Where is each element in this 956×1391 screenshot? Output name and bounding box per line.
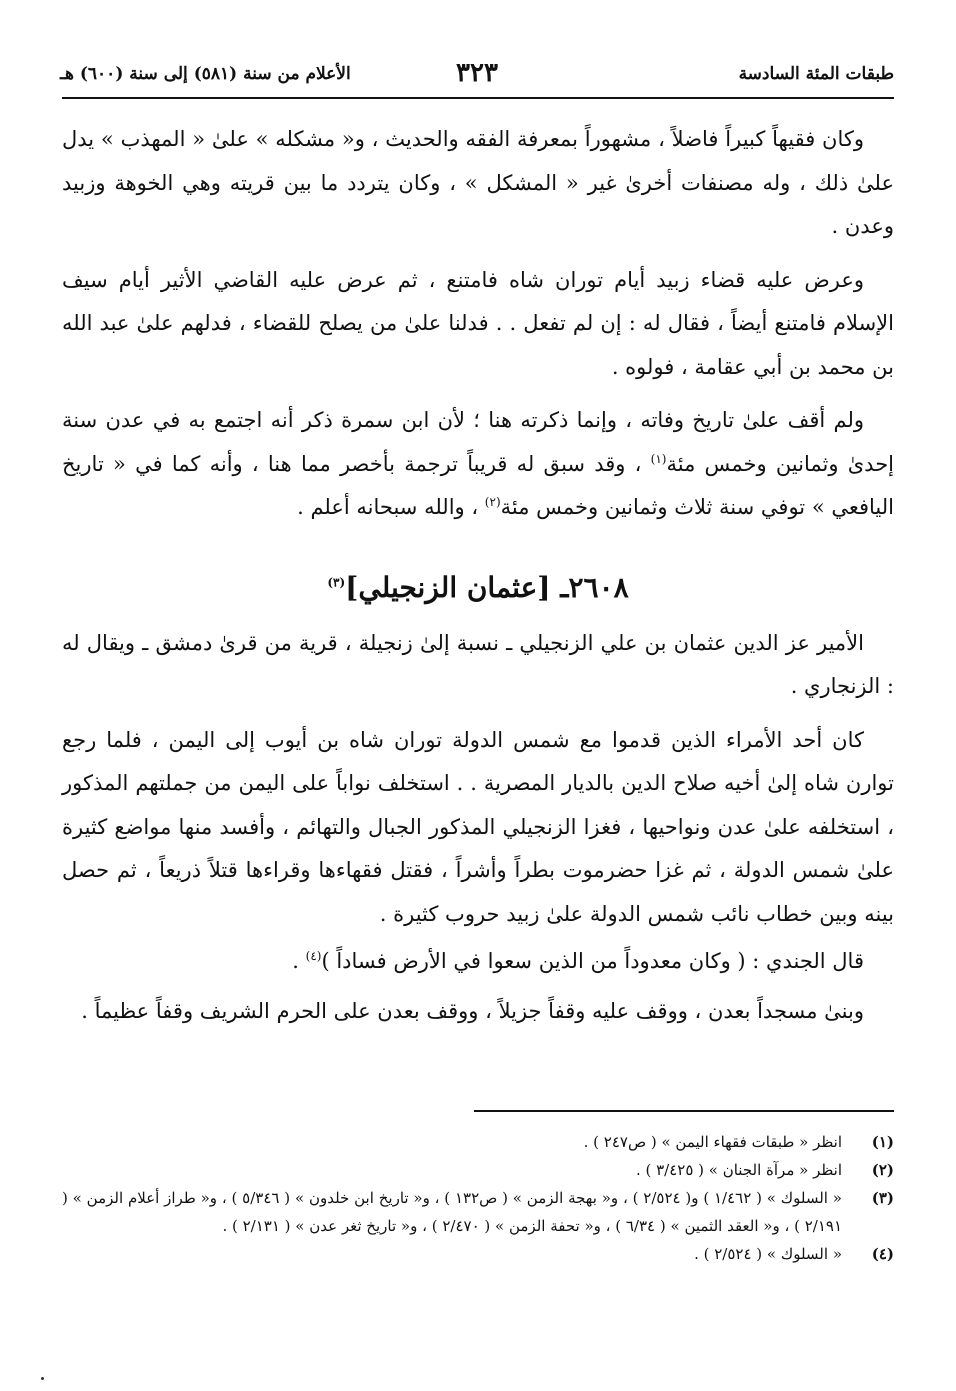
paragraph-3-part-b: ، وقد سبق له قريباً ترجمة بأخصر مما هنا ، وأنه كما في « تاريخ اليافعي » توفي سنة ثلاث وثمانين وخمس مئة bbox=[62, 451, 894, 519]
header-range-title: الأعلام من سنة (٥٨١) إلى سنة (٦٠٠) هـ bbox=[60, 64, 351, 84]
footnote-text: « السلوك » ( ١/٤٦٢ ) و( ٢/٥٢٤ ) ، و« بهجة الزمن » ( ص١٣٢ ) ، و« تاريخ ابن خلدون » ( ٥/٣٤٦ ) ، و« طراز أعلام الزمن » ( ٢/١٩١ ) ، و« العقد الثمين » ( ٦/٣٤ ) ، و« تحفة الزمن » ( ٢/٤٧٠ ) ، و« تاريخ ثغر عدن » ( ٢/١٣١ ) . bbox=[62, 1189, 842, 1235]
paragraph-1: وكان فقيهاً كبيراً فاضلاً ، مشهوراً بمعرفة الفقه والحديث ، و« مشكله » علىٰ « المهذب » يدل علىٰ ذلك ، وله مصنفات أخرىٰ غير « المشكل » ، وكان يتردد ما بين قريته وهي الخوهة وزبيد وعدن . bbox=[62, 127, 894, 238]
main-text bbox=[62, 118, 894, 1043]
entry-heading-text: ٢٦٠٨ـ [عثمان الزنجيلي] bbox=[345, 570, 629, 604]
footnote-number: (٢) bbox=[871, 1161, 894, 1179]
footnote-text: انظر « مرآة الجنان » ( ٣/٤٢٥ ) . bbox=[635, 1161, 842, 1179]
running-header bbox=[60, 58, 894, 98]
paragraph-6 bbox=[62, 940, 894, 984]
footnote-number: (٣) bbox=[871, 1189, 894, 1207]
entry-heading bbox=[62, 560, 894, 616]
footnote-text: « السلوك » ( ٢/٥٢٤ ) . bbox=[694, 1245, 842, 1263]
paragraph-5: كان أحد الأمراء الذين قدموا مع شمس الدولة توران شاه بن أيوب إلى اليمن ، فلما رجع توارن شاه إلىٰ أخيه صلاح الدين بالديار المصرية . . استخلف نواباً على اليمن من جملتهم المذكور ، استخلفه علىٰ عدن ونواحيها ، فغزا الزنجيلي المذكور الجبال والتهائم ، وأفسد منها مواضع كثيرة علىٰ شمس الدولة ، ثم غزا حضرموت بطراً وأشراً ، فقتل فقهاءها وقراءها قتلاً ذريعاً ، ثم حصل بينه وبين خطاب نائب شمس الدولة علىٰ زبيد حروب كثيرة . bbox=[62, 727, 894, 926]
footnotes bbox=[62, 1128, 894, 1268]
paragraph-4: الأمير عز الدين عثمان بن علي الزنجيلي ـ نسبة إلىٰ زنجيلة ، قرية من قرىٰ دمشق ـ ويقال له : الزنجاري . bbox=[62, 630, 894, 698]
footnote-number: (١) bbox=[871, 1133, 894, 1151]
header-book-section: طبقات المئة السادسة bbox=[738, 64, 894, 84]
footnote-ref-1[interactable]: (١) bbox=[650, 451, 667, 466]
footnote-number: (٤) bbox=[871, 1245, 894, 1263]
header-page-number: ٣٢٣ bbox=[456, 58, 498, 88]
paragraph-3 bbox=[62, 399, 894, 530]
footnote-ref-3[interactable]: (٣) bbox=[327, 575, 346, 590]
footnote-text: انظر « طبقات فقهاء اليمن » ( ص٢٤٧ ) . bbox=[583, 1133, 842, 1151]
paragraph-6-part-a: قال الجندي : ( وكان معدوداً من الذين سعوا في الأرض فساداً ) bbox=[321, 949, 864, 973]
footnote-3 bbox=[62, 1184, 894, 1240]
footnote-2 bbox=[62, 1156, 894, 1184]
paragraph-3-part-c: ، والله سبحانه أعلم . bbox=[297, 495, 485, 519]
scan-speck bbox=[41, 1377, 44, 1380]
footnote-4 bbox=[62, 1240, 894, 1268]
paragraph-6-part-b: . bbox=[292, 949, 306, 973]
paragraph-7: وبنىٰ مسجداً بعدن ، ووقف عليه وقفاً جزيلاً ، ووقف بعدن على الحرم الشريف وقفاً عظيماً . bbox=[81, 998, 864, 1023]
footnote-rule bbox=[474, 1110, 894, 1112]
header-rule bbox=[62, 97, 894, 99]
footnote-ref-4[interactable]: (٤) bbox=[305, 949, 322, 963]
footnote-ref-2[interactable]: (٢) bbox=[484, 495, 501, 509]
footnote-1 bbox=[62, 1128, 894, 1156]
paragraph-2: وعرض عليه قضاء زبيد أيام توران شاه فامتنع ، ثم عرض عليه القاضي الأثير أيام سيف الإسلام فامتنع أيضاً ، فقال له : إن لم تفعل . . فدلنا علىٰ من يصلح للقضاء ، فدلهم علىٰ عبد الله بن محمد بن أبي عقامة ، فولوه . bbox=[62, 267, 894, 379]
paragraph-3-part-a: ولم أقف علىٰ تاريخ وفاته ، وإنما ذكرته هنا ؛ لأن ابن سمرة ذكر أنه اجتمع به في عدن سنة إحدىٰ وثمانين وخمس مئة bbox=[62, 408, 895, 476]
